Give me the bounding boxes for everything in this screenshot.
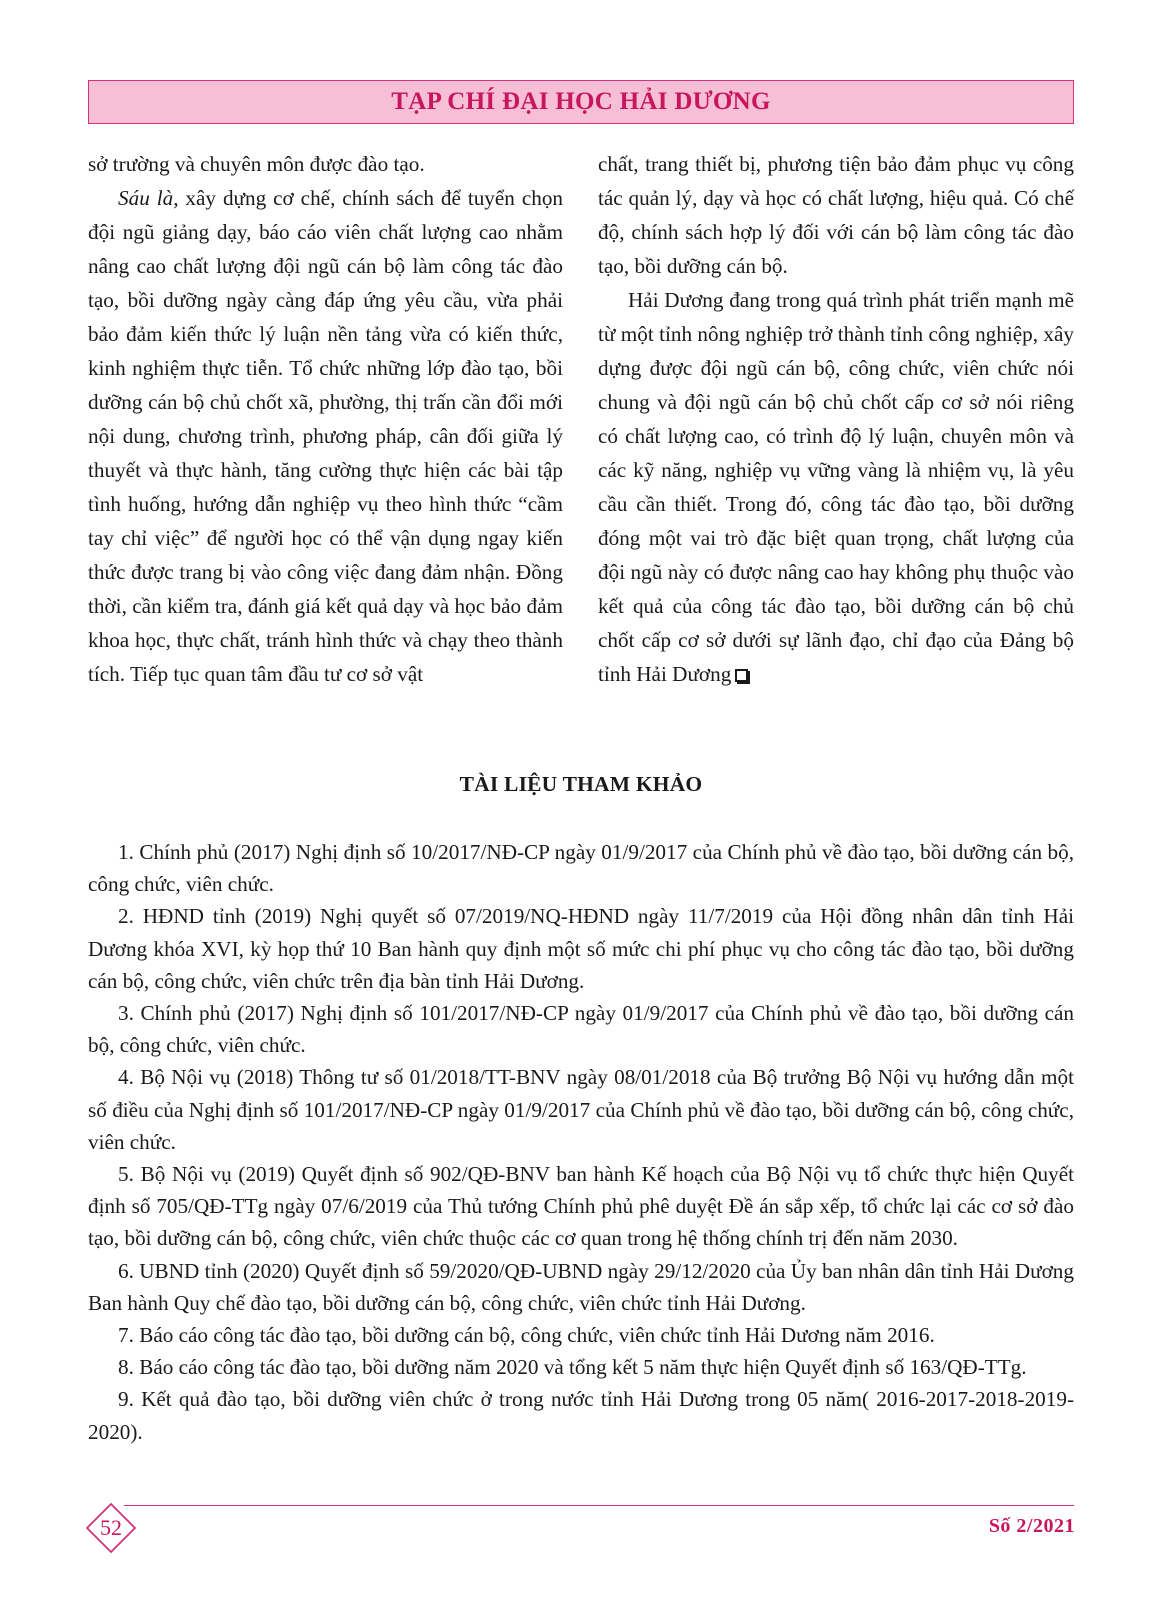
reference-item: 2. HĐND tỉnh (2019) Nghị quyết số 07/2019/NQ-HĐND ngày 11/7/2019 của Hội đồng nhân dân tỉnh Hải Dương khóa XVI, kỳ họp thứ 10 Ban hành quy định một số mức chi phí phục vụ cho công tác đào tạo, bồi dưỡng cán bộ, công chức, viên chức trên địa bàn tỉnh Hải Dương. — [88, 904, 1074, 993]
end-mark-icon — [735, 669, 748, 682]
journal-header — [88, 80, 1074, 124]
paragraph: sở trường và chuyên môn được đào tạo. — [88, 152, 425, 176]
journal-title: TẠP CHÍ ĐẠI HỌC HẢI DƯƠNG — [391, 88, 771, 115]
paragraph — [598, 283, 1074, 691]
reference-item: 5. Bộ Nội vụ (2019) Quyết định số 902/QĐ-BNV ban hành Kế hoạch của Bộ Nội vụ tổ chức thực hiện Quyết định số 705/QĐ-TTg ngày 07/6/2019 của Thủ tướng Chính phủ phê duyệt Đề án sắp xếp, tổ chức lại các cơ sở đào tạo, bồi dưỡng cán bộ, công chức, viên chức thuộc các cơ quan trong hệ thống chính trị đến năm 2030. — [88, 1162, 1074, 1251]
paragraph-text: xây dựng cơ chế, chính sách để tuyển chọn đội ngũ giảng dạy, báo cáo viên chất lượng cao nhằm nâng cao chất lượng đội ngũ cán bộ làm công tác đào tạo, bồi dưỡng ngày càng đáp ứng yêu cầu, vừa phải bảo đảm kiến thức lý luận nền tảng vừa có kiến thức, kinh nghiệm thực tiễn. Tổ chức những lớp đào tạo, bồi dưỡng cán bộ chủ chốt xã, phường, thị trấn cần đổi mới nội dung, chương trình, phương pháp, cân đối giữa lý thuyết và thực hành, tăng cường thực hiện các bài tập tình huống, hướng dẫn nghiệp vụ theo hình thức “cầm tay chỉ việc” để người học có thể vận dụng ngay kiến thức được trang bị vào công việc đang đảm nhận. Đồng thời, cần kiểm tra, đánh giá kết quả dạy và học bảo đảm khoa học, thực chất, tránh hình thức và chạy theo thành tích. Tiếp tục quan tâm đầu tư cơ sở vật — [88, 186, 564, 686]
reference-item: 4. Bộ Nội vụ (2018) Thông tư số 01/2018/TT-BNV ngày 08/01/2018 của Bộ trưởng Bộ Nội vụ hướng dẫn một số điều của Nghị định số 101/2017/NĐ-CP ngày 01/9/2017 của Chính phủ về đào tạo, bồi dưỡng cán bộ, công chức, viên chức. — [88, 1065, 1074, 1154]
references-title: TÀI LIỆU THAM KHẢO — [459, 772, 703, 796]
references-list — [88, 836, 1074, 1448]
page-number: 52 — [100, 1515, 122, 1540]
paragraph — [88, 181, 563, 691]
reference-item: 1. Chính phủ (2017) Nghị định số 10/2017/NĐ-CP ngày 01/9/2017 của Chính phủ về đào tạo, bồi dưỡng cán bộ, công chức, viên chức. — [88, 840, 1074, 897]
footer-rule — [124, 1505, 1074, 1506]
reference-item: 3. Chính phủ (2017) Nghị định số 101/2017/NĐ-CP ngày 01/9/2017 của Chính phủ về đào tạo, bồi dưỡng cán bộ, công chức, viên chức. — [88, 1001, 1074, 1058]
reference-item: 8. Báo cáo công tác đào tạo, bồi dưỡng năm 2020 và tổng kết 5 năm thực hiện Quyết định số 163/QĐ-TTg. — [118, 1355, 1027, 1380]
body-column-right — [598, 147, 1074, 691]
paragraph: chất, trang thiết bị, phương tiện bảo đảm phục vụ công tác quản lý, dạy và học có chất lượng, hiệu quả. Có chế độ, chính sách hợp lý đối với cán bộ làm công tác đào tạo, bồi dưỡng cán bộ. — [598, 152, 1074, 278]
reference-item: 6. UBND tỉnh (2020) Quyết định số 59/2020/QĐ-UBND ngày 29/12/2020 của Ủy ban nhân dân tỉnh Hải Dương Ban hành Quy chế đào tạo, bồi dưỡng cán bộ, công chức, viên chức tỉnh Hải Dương. — [88, 1258, 1074, 1315]
reference-item: 9. Kết quả đào tạo, bồi dưỡng viên chức ở trong nước tỉnh Hải Dương trong 05 năm( 2016-2017-2018-2019-2020). — [88, 1387, 1074, 1444]
reference-item: 7. Báo cáo công tác đào tạo, bồi dưỡng cán bộ, công chức, viên chức tỉnh Hải Dương năm 2016. — [118, 1323, 935, 1348]
issue-number: Số 2/2021 — [988, 1515, 1075, 1537]
body-column-left — [88, 147, 563, 691]
paragraph-text: Hải Dương đang trong quá trình phát triển mạnh mẽ từ một tỉnh nông nghiệp trở thành tỉnh công nghiệp, xây dựng được đội ngũ cán bộ, công chức, viên chức nói chung và đội ngũ cán bộ chủ chốt cấp cơ sở nói riêng có chất lượng cao, có trình độ lý luận, chuyên môn và các kỹ năng, nghiệp vụ vững vàng là nhiệm vụ, là yêu cầu cần thiết. Trong đó, công tác đào tạo, bồi dưỡng đóng một vai trò đặc biệt quan trọng, chất lượng của đội ngũ này có được nâng cao hay không phụ thuộc vào kết quả của công tác đào tạo, bồi dưỡng cán bộ chủ chốt cấp cơ sở dưới sự lãnh đạo, chỉ đạo của Đảng bộ tỉnh Hải Dương — [598, 288, 1074, 686]
paragraph-lead: Sáu là, — [118, 186, 179, 210]
